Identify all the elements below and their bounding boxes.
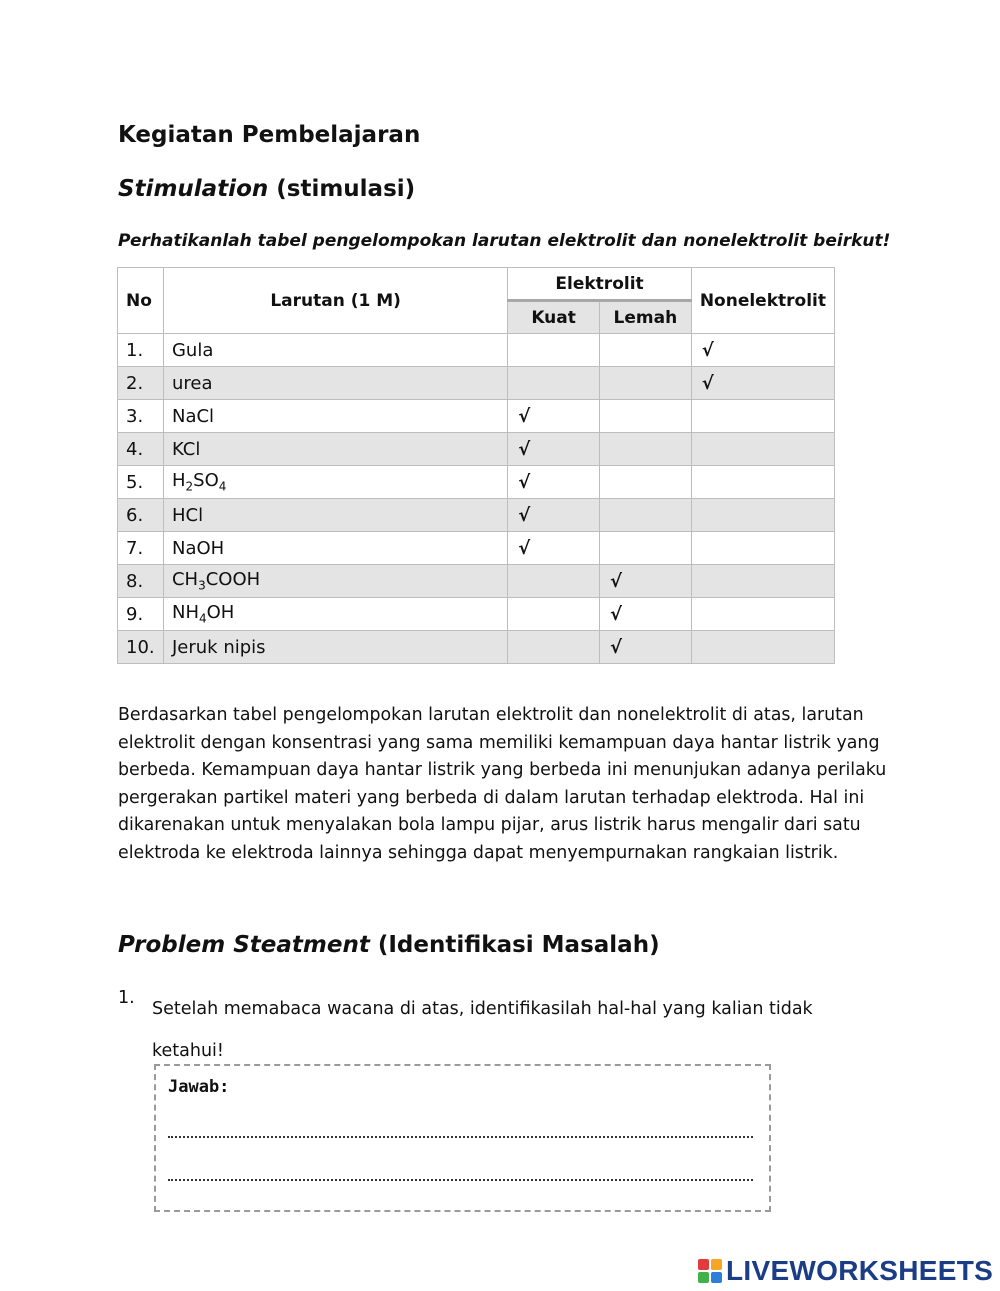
nonelektrolit-cell: √: [691, 367, 834, 400]
stimulation-heading: [118, 176, 415, 202]
nonelektrolit-cell: [691, 598, 834, 631]
row-number: 4.: [118, 433, 164, 466]
header-kuat: Kuat: [508, 301, 600, 334]
header-larutan: Larutan (1 M): [163, 268, 507, 334]
kuat-cell: √: [508, 532, 600, 565]
kuat-cell: √: [508, 400, 600, 433]
lemah-cell: √: [599, 598, 691, 631]
table-row: [118, 565, 835, 598]
logo-block-i: [711, 1259, 722, 1270]
solution-name: Gula: [163, 334, 507, 367]
table-row: [118, 631, 835, 664]
solution-name: NaOH: [163, 532, 507, 565]
table-row: [118, 367, 835, 400]
stimulation-heading-rest: (stimulasi): [268, 176, 416, 202]
solution-name: $NH_4OH$: [163, 598, 507, 631]
section-title: Kegiatan Pembelajaran: [118, 122, 421, 148]
solution-name: $CH_3COOH$: [163, 565, 507, 598]
lemah-cell: [599, 532, 691, 565]
lemah-cell: [599, 400, 691, 433]
table-intro: Perhatikanlah tabel pengelompokan larutan elektrolit dan nonelektrolit beirkut!: [118, 231, 891, 251]
logo-block-l: [698, 1259, 709, 1270]
lemah-cell: √: [599, 631, 691, 664]
question-text: Setelah memabaca wacana di atas, identifikasilah hal-hal yang kalian tidak ketahui!: [152, 999, 813, 1061]
row-number: 2.: [118, 367, 164, 400]
row-number: 1.: [118, 334, 164, 367]
answer-box[interactable]: [154, 1064, 771, 1212]
row-number: 8.: [118, 565, 164, 598]
nonelektrolit-cell: [691, 499, 834, 532]
nonelektrolit-cell: [691, 532, 834, 565]
answer-line[interactable]: [168, 1136, 753, 1138]
table-row: [118, 334, 835, 367]
header-no: No: [118, 268, 164, 334]
nonelektrolit-cell: [691, 433, 834, 466]
row-number: 7.: [118, 532, 164, 565]
solution-name: urea: [163, 367, 507, 400]
answer-line[interactable]: [168, 1179, 753, 1181]
header-lemah: Lemah: [599, 301, 691, 334]
kuat-cell: [508, 334, 600, 367]
liveworksheets-logo: [698, 1256, 993, 1286]
table-row: [118, 466, 835, 499]
lemah-cell: √: [599, 565, 691, 598]
table-row: [118, 598, 835, 631]
solution-name: KCl: [163, 433, 507, 466]
kuat-cell: [508, 631, 600, 664]
answer-label: Jawab:: [168, 1077, 230, 1097]
nonelektrolit-cell: [691, 565, 834, 598]
lemah-cell: [599, 499, 691, 532]
row-number: 10.: [118, 631, 164, 664]
nonelektrolit-cell: √: [691, 334, 834, 367]
nonelektrolit-cell: [691, 400, 834, 433]
row-number: 3.: [118, 400, 164, 433]
lemah-cell: [599, 433, 691, 466]
kuat-cell: √: [508, 433, 600, 466]
kuat-cell: √: [508, 466, 600, 499]
header-elektrolit: Elektrolit: [508, 268, 692, 301]
header-nonelektrolit: Nonelektrolit: [691, 268, 834, 334]
lemah-cell: [599, 367, 691, 400]
kuat-cell: [508, 565, 600, 598]
stimulation-heading-italic: Stimulation: [118, 176, 269, 202]
nonelektrolit-cell: [691, 631, 834, 664]
problem-statement-heading: [118, 932, 660, 958]
question-number: 1.: [118, 988, 135, 1008]
electrolyte-table: [117, 267, 835, 664]
table-row: [118, 433, 835, 466]
lemah-cell: [599, 334, 691, 367]
nonelektrolit-cell: [691, 466, 834, 499]
row-number: 6.: [118, 499, 164, 532]
table-row: [118, 499, 835, 532]
kuat-cell: √: [508, 499, 600, 532]
kuat-cell: [508, 367, 600, 400]
solution-name: HCl: [163, 499, 507, 532]
kuat-cell: [508, 598, 600, 631]
solution-name: Jeruk nipis: [163, 631, 507, 664]
problem-heading-italic: Problem Steatment: [118, 932, 370, 958]
brand-name: LIVEWORKSHEETS: [726, 1255, 994, 1286]
row-number: 5.: [118, 466, 164, 499]
row-number: 9.: [118, 598, 164, 631]
explanation-paragraph: Berdasarkan tabel pengelompokan larutan elektrolit dan nonelektrolit di atas, larutan elektrolit dengan konsentrasi yang sama memiliki kemampuan daya hantar listrik yang berbeda. Kemampuan daya hantar listrik yang berbeda ini menunjukan adanya perilaku pergerakan partikel materi yang berbeda di dalam larutan terhadap elektroda. Hal ini dikarenakan untuk menyalakan bola lampu pijar, arus listrik harus mengalir dari satu elektroda ke elektroda lainnya sehingga dapat menyempurnakan rangkaian listrik.: [118, 705, 887, 863]
table-row: [118, 400, 835, 433]
liveworksheets-icon: [698, 1259, 722, 1283]
lemah-cell: [599, 466, 691, 499]
logo-block-v: [698, 1272, 709, 1283]
logo-block-e: [711, 1272, 722, 1283]
problem-heading-rest: (Identifikasi Masalah): [369, 932, 660, 958]
table-row: [118, 532, 835, 565]
solution-name: $H_2SO_4$: [163, 466, 507, 499]
solution-name: NaCl: [163, 400, 507, 433]
